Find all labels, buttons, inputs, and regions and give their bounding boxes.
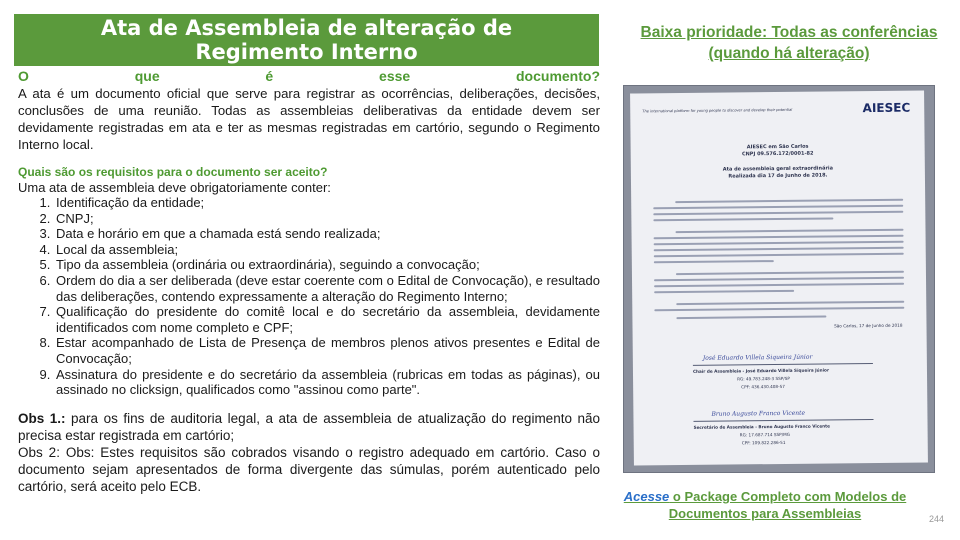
doc-text-line xyxy=(654,235,904,240)
doc-text-line xyxy=(676,301,904,305)
question-what-is: O que é esse documento? xyxy=(18,68,600,84)
doc-chair-label: Chair de Assembleia - José Eduardo Villela Siqueira Júnior xyxy=(692,367,830,374)
doc-text-line xyxy=(654,260,774,263)
requirement-item: 9. Assinatura do presidente e do secretário da assembleia (rubricas em todas as páginas), ou assinado no clicksign, qualificados como "assinou como parte". xyxy=(54,367,600,398)
requirement-item: 4. Local da assembleia; xyxy=(54,242,600,258)
doc-text-line xyxy=(654,253,904,258)
doc-ata-title1: Ata de assembleia geral extraordinária xyxy=(722,165,834,173)
observations xyxy=(18,410,600,495)
signature-line xyxy=(693,363,873,366)
doc-tagline: The international platform for young people to discover and develop their potential xyxy=(642,107,793,114)
slide-title-line1: Ata de Assembleia de alteração de xyxy=(100,16,513,40)
doc-text-line xyxy=(676,229,904,233)
slide-title-bar xyxy=(14,14,599,66)
signature-secretary: Bruno Augusto Franco Vicente xyxy=(711,409,806,418)
doc-text-line xyxy=(654,277,904,282)
requirement-item: 8. Estar acompanhado de Lista de Presença de membros plenos ativos presentes e Edital de Convocação; xyxy=(54,335,600,366)
signature-chair: José Eduardo Villela Siqueira Júnior xyxy=(702,353,813,362)
requirements-intro: Uma ata de assembleia deve obrigatoriamente conter: xyxy=(18,180,331,195)
package-link-text[interactable]: o Package Completo com Modelos de Documentos para Assembleias xyxy=(668,489,907,521)
requirements-list xyxy=(18,195,600,398)
doc-sec-label: Secretário de Assembleia - Bruno Augusto Franco Vicente xyxy=(693,423,831,430)
doc-text-line xyxy=(675,199,903,203)
requirement-item: 7. Qualificação do presidente do comitê local e do secretário da assembleia, devidamente identificados com nome completo e CPF; xyxy=(54,304,600,335)
obs2: Obs 2: Obs: Estes requisitos são cobrados visando o registro adequado em cartório. Caso o documento sejam apresentados de forma divergente das súmulas, porém autenticado pelo cartório, será aceito pelo ECB. xyxy=(18,444,600,494)
doc-text-line xyxy=(653,205,903,210)
doc-sec-cpf: CPF: 109.822.286-51 xyxy=(741,439,786,446)
package-link-italic[interactable]: Acesse xyxy=(623,489,670,504)
doc-chair-cpf: CPF: 436.430.408-57 xyxy=(741,383,785,390)
document-photo xyxy=(624,86,934,472)
doc-text-line xyxy=(676,316,826,320)
definition-paragraph: A ata é um documento oficial que serve para registrar as ocorrências, deliberações, decisões, conclusões de uma reunião. Todas as assembleias deliberativas da entidade devem ser devidamente registradas em ata e ter as mesmas registradas em cartório, segundo o Regimento Interno local. xyxy=(18,86,600,152)
signature-line xyxy=(693,419,873,422)
requirement-item: 1. Identificação da entidade; xyxy=(54,195,600,211)
doc-text-line xyxy=(654,283,904,288)
requirement-item: 2. CNPJ; xyxy=(54,211,600,227)
aiesec-logo: AIESEC xyxy=(862,100,911,116)
doc-chair-rg: RG: 49.783.248-3 SSP/SP xyxy=(737,375,790,382)
doc-cnpj: CNPJ 09.576.172/0001-82 xyxy=(741,150,814,158)
doc-ata-title2: Realizada dia 17 de Junho de 2018. xyxy=(728,172,828,180)
doc-date-place: São Carlos, 17 de Junho de 2018 xyxy=(834,322,903,329)
doc-text-line xyxy=(676,271,904,275)
requirement-item: 6. Ordem do dia a ser deliberada (deve estar coerente com o Edital de Convocação), e resultado das deliberações, contendo expressamente a alteração do Regimento Interno; xyxy=(54,273,600,304)
slide-title-line2: Regimento Interno xyxy=(195,40,418,64)
obs1-text: para os fins de auditoria legal, a ata de assembleia de atualização do regimento não precisa estar registrada em cartório; xyxy=(18,410,600,443)
ata-document-image xyxy=(630,90,928,465)
doc-text-line xyxy=(653,211,903,216)
priority-heading: Baixa prioridade: Todas as conferências (quando há alteração) xyxy=(640,24,938,62)
requirement-item: 3. Data e horário em que a chamada está sendo realizada; xyxy=(54,226,600,242)
question-requirements: Quais são os requisitos para o documento ser aceito? xyxy=(18,165,328,179)
requirement-item: 5. Tipo da assembleia (ordinária ou extraordinária), seguindo a convocação; xyxy=(54,257,600,273)
doc-sec-rg: RG: 17.687.714 SSP/MG xyxy=(739,431,790,438)
left-content xyxy=(18,68,600,495)
doc-text-line xyxy=(654,290,794,293)
package-link[interactable] xyxy=(600,488,930,522)
page-number: 244 xyxy=(928,514,944,524)
doc-text-line xyxy=(654,247,904,252)
doc-text-line xyxy=(654,241,904,246)
obs1 xyxy=(18,410,600,444)
obs1-label: Obs 1.: xyxy=(18,410,66,426)
doc-text-line xyxy=(654,307,904,312)
doc-entity: AIESEC em São Carlos xyxy=(746,143,809,151)
doc-text-line xyxy=(653,217,833,221)
